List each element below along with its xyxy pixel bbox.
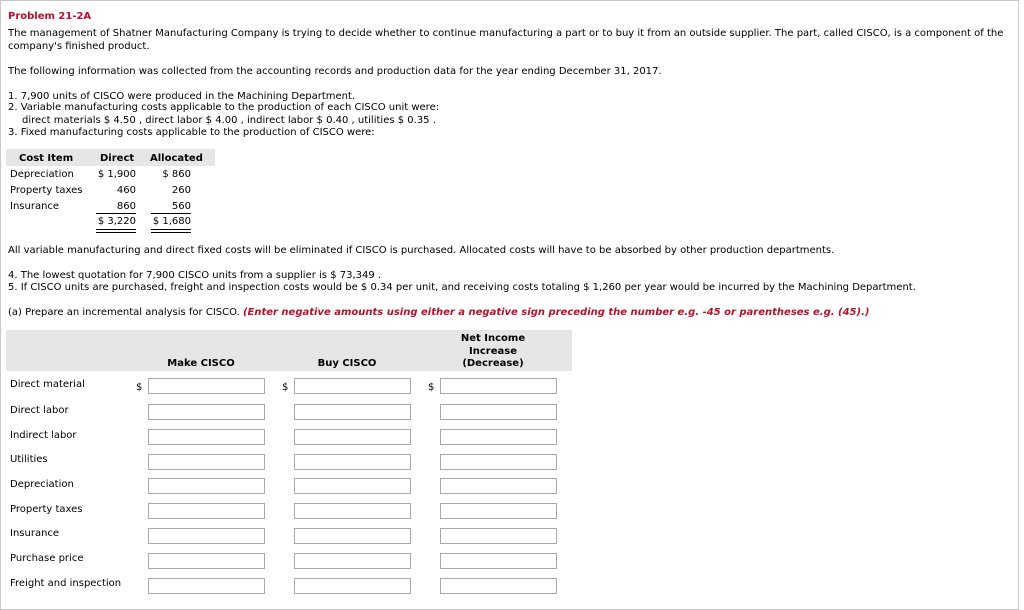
row-label-depreciation: Depreciation [10,479,74,490]
net-depreciation-input[interactable] [440,478,557,494]
net-indirect-labor-input[interactable] [440,429,557,445]
net-property-taxes-input[interactable] [440,503,557,519]
currency-symbol: $ [428,382,435,393]
row-label-freight-inspection: Freight and inspection [10,578,122,589]
col-header-buy: Buy CISCO [317,358,377,369]
cost-total-direct: $ 3,220 [97,216,136,227]
currency-symbol: $ [282,382,289,393]
row-label-indirect-labor: Indirect labor [10,430,77,441]
currency-symbol: $ [136,382,143,393]
part-a-question [8,306,869,319]
net-insurance-input[interactable] [440,528,557,544]
net-direct-material-input[interactable] [440,378,557,394]
row-label-property-taxes: Property taxes [10,504,83,515]
double-underline-allocated [151,229,191,233]
col-header-net-3: (Decrease) [462,358,524,369]
eliminated-note: All variable manufacturing and direct fixed costs will be eliminated if CISCO is purchased. Allocated costs will have to be absorbed by other production departments. [8,245,835,256]
make-insurance-input[interactable] [148,528,265,544]
collected-info-text: The following information was collected from the accounting records and production data for the year ending December 31, 2017. [8,66,662,77]
net-purchase-price-input[interactable] [440,553,557,569]
problem-title: Problem 21-2A [8,11,92,22]
row-label-direct-labor: Direct labor [10,405,69,416]
row-label-direct-material: Direct material [10,379,85,390]
net-freight-inspection-input[interactable] [440,578,557,594]
make-direct-labor-input[interactable] [148,404,265,420]
buy-insurance-input[interactable] [294,528,411,544]
info-item-4: 4. The lowest quotation for 7,900 CISCO units from a supplier is $ 73,349 . [8,270,382,281]
buy-direct-labor-input[interactable] [294,404,411,420]
buy-depreciation-input[interactable] [294,478,411,494]
part-a-label: (a) Prepare an incremental analysis for CISCO. [8,307,240,318]
cost-row-label: Depreciation [10,169,74,180]
net-utilities-input[interactable] [440,454,557,470]
col-header-net-2: Increase [469,346,517,357]
cost-row-direct: 860 [96,200,136,214]
cost-row-direct: 460 [116,185,136,196]
net-direct-labor-input[interactable] [440,404,557,420]
info-item-5: 5. If CISCO units are purchased, freight and inspection costs would be $ 0.34 per unit, and receiving costs totaling $ 1,260 per year would be incurred by the Machining Department. [8,282,916,293]
cost-table-header-allocated: Allocated [150,153,203,164]
cost-row-label: Insurance [10,201,60,212]
buy-property-taxes-input[interactable] [294,503,411,519]
row-label-purchase-price: Purchase price [10,553,84,564]
col-header-net-1: Net Income [460,333,526,344]
info-item-1: 1. 7,900 units of CISCO were produced in the Machining Department. [8,91,356,102]
cost-table-header-direct: Direct [100,153,135,164]
buy-freight-inspection-input[interactable] [294,578,411,594]
cost-row-label: Property taxes [10,185,83,196]
col-header-make: Make CISCO [167,358,235,369]
cost-table-header-item: Cost Item [19,153,74,164]
info-item-2-detail: direct materials $ 4.50 , direct labor $ 4.00 , indirect labor $ 0.40 , utilities $ 0.35 . [22,115,436,126]
info-item-3: 3. Fixed manufacturing costs applicable to the production of CISCO were: [8,127,375,138]
buy-purchase-price-input[interactable] [294,553,411,569]
cost-row-allocated: 260 [171,185,191,196]
make-property-taxes-input[interactable] [148,503,265,519]
make-direct-material-input[interactable] [148,378,265,394]
cost-row-allocated: $ 860 [162,169,191,180]
info-item-2: 2. Variable manufacturing costs applicable to the production of each CISCO unit were: [8,102,440,113]
cost-row-allocated: 560 [151,200,191,214]
make-indirect-labor-input[interactable] [148,429,265,445]
intro-text-line2: company's finished product. [8,41,150,52]
row-label-insurance: Insurance [10,528,60,539]
cost-total-allocated: $ 1,680 [152,216,191,227]
make-purchase-price-input[interactable] [148,553,265,569]
row-label-utilities: Utilities [10,454,48,465]
double-underline-direct [96,229,136,233]
buy-direct-material-input[interactable] [294,378,411,394]
buy-indirect-labor-input[interactable] [294,429,411,445]
make-freight-inspection-input[interactable] [148,578,265,594]
make-depreciation-input[interactable] [148,478,265,494]
make-utilities-input[interactable] [148,454,265,470]
buy-utilities-input[interactable] [294,454,411,470]
cost-row-direct: $ 1,900 [97,169,136,180]
intro-text-line1: The management of Shatner Manufacturing Company is trying to decide whether to continue manufacturing a part or to buy it from an outside supplier. The part, called CISCO, is a component of the [8,28,1004,39]
part-a-instruction: (Enter negative amounts using either a negative sign preceding the number e.g. -45 or parentheses e.g. (45).) [242,307,870,318]
